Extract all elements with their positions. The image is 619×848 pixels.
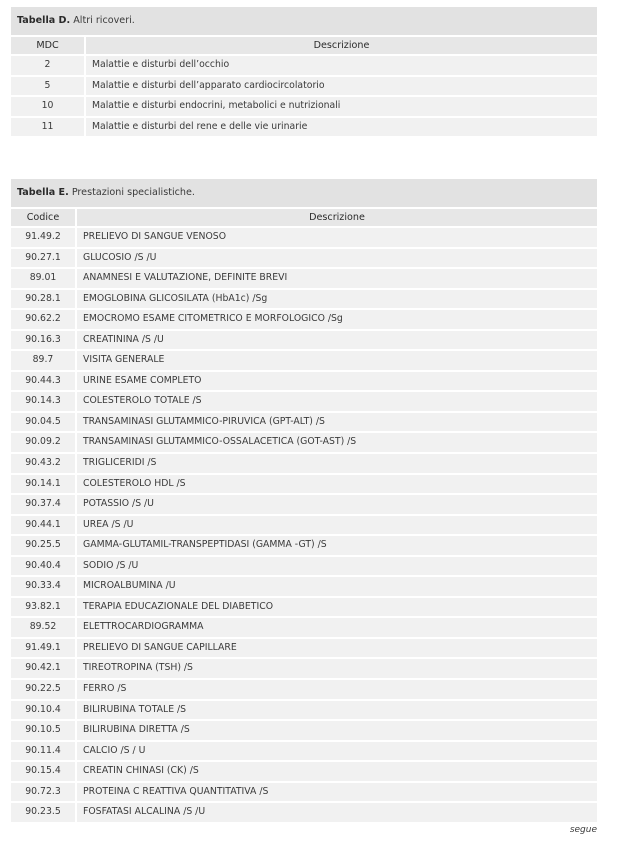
table-e-description-cell: PRELIEVO DI SANGUE VENOSO: [75, 228, 597, 247]
table-e-code-cell: 90.22.5: [25, 683, 61, 695]
table-d-code-cell: 5: [44, 79, 51, 91]
table-e-description-cell: TRANSAMINASI GLUTAMMICO-OSSALACETICA (GOT-AST) /S: [75, 433, 597, 452]
table-e-description-cell: CREATIN CHINASI (CK) /S: [75, 762, 597, 781]
table-d-row: [11, 116, 597, 137]
table-e-row: [11, 760, 597, 781]
table-e-row: [11, 349, 597, 370]
table-e-row: [11, 514, 597, 535]
table-e-row: [11, 247, 597, 268]
table-e-title: Prestazioni specialistiche.: [71, 187, 195, 198]
table-e-row: [11, 267, 597, 288]
table-e-code-cell: 90.62.2: [25, 313, 61, 325]
table-e-row: [11, 575, 597, 596]
table-e-description-cell: GLUCOSIO /S /U: [75, 249, 597, 268]
table-e-row: [11, 390, 597, 411]
table-e-row: [11, 226, 597, 247]
table-e-code-cell: 90.40.4: [25, 559, 61, 571]
table-e-code-cell: 90.28.1: [25, 292, 61, 304]
table-e-row: [11, 329, 597, 350]
table-e-description-cell: GAMMA-GLUTAMIL-TRANSPEPTIDASI (GAMMA -GT) /S: [75, 536, 597, 555]
table-d-row: [11, 54, 597, 75]
table-e-row: [11, 781, 597, 802]
table-e-code-cell: 90.14.1: [25, 477, 61, 489]
table-e-col-codice-header: Codice: [26, 212, 60, 223]
table-e-description-cell: MICROALBUMINA /U: [75, 577, 597, 596]
table-e-caption: [11, 179, 597, 207]
table-e-row: [11, 719, 597, 740]
table-e-description-cell: EMOGLOBINA GLICOSILATA (HbA1c) /Sg: [75, 290, 597, 309]
table-e-row: [11, 493, 597, 514]
table-e-row: [11, 534, 597, 555]
table-e-description-cell: CALCIO /S / U: [75, 742, 597, 761]
table-e-code-cell: 89.7: [32, 354, 54, 366]
table-e-code-cell: 89.52: [29, 621, 57, 633]
table-d-row: [11, 75, 597, 96]
table-e-col-descrizione-header: Descrizione: [75, 209, 597, 226]
table-e-description-cell: BILIRUBINA TOTALE /S: [75, 701, 597, 720]
table-e-row: [11, 657, 597, 678]
table-e-body: [11, 226, 597, 822]
table-d-header-row: [11, 35, 597, 54]
table-d-code-cell: 11: [41, 120, 54, 132]
table-e-description-cell: COLESTEROLO TOTALE /S: [75, 392, 597, 411]
table-d-code-cell: 2: [44, 59, 51, 70]
table-d-row: [11, 95, 597, 116]
table-d-description-cell: Malattie e disturbi dell’occhio: [84, 56, 597, 75]
table-e-row: [11, 616, 597, 637]
table-e-description-cell: TRANSAMINASI GLUTAMMICO-PIRUVICA (GPT-ALT) /S: [75, 413, 597, 432]
table-e-description-cell: VISITA GENERALE: [75, 351, 597, 370]
table-d-caption: [11, 7, 597, 35]
table-e-code-cell: 90.27.1: [25, 251, 61, 263]
table-d: [11, 7, 597, 136]
table-d-description-cell: Malattie e disturbi dell’apparato cardiocircolatorio: [84, 77, 597, 96]
table-e-description-cell: PROTEINA C REATTIVA QUANTITATIVA /S: [75, 783, 597, 802]
table-d-body: [11, 54, 597, 136]
table-e-code-cell: 89.01: [29, 272, 57, 284]
table-e-row: [11, 431, 597, 452]
table-e-header-row: [11, 207, 597, 226]
table-e-description-cell: COLESTEROLO HDL /S: [75, 475, 597, 494]
table-e-description-cell: SODIO /S /U: [75, 557, 597, 576]
table-e-code-cell: 91.49.1: [25, 641, 61, 653]
table-e-row: [11, 637, 597, 658]
table-d-description-cell: Malattie e disturbi del rene e delle vie urinarie: [84, 118, 597, 137]
table-d-label: Tabella D.: [17, 15, 71, 26]
table-e-label: Tabella E.: [17, 187, 69, 198]
continuation-note: segue: [569, 825, 597, 835]
table-e-row: [11, 370, 597, 391]
table-e-row: [11, 678, 597, 699]
table-e-code-cell: 90.43.2: [25, 457, 61, 469]
table-e-description-cell: FERRO /S: [75, 680, 597, 699]
table-d-col-mdc-header: MDC: [36, 40, 59, 51]
table-e-row: [11, 411, 597, 432]
table-e-code-cell: 90.09.2: [25, 436, 61, 448]
table-e-code-cell: 90.11.4: [25, 744, 61, 756]
table-e-description-cell: TERAPIA EDUCAZIONALE DEL DIABETICO: [75, 598, 597, 617]
table-d-description-cell: Malattie e disturbi endocrini, metabolici e nutrizionali: [84, 97, 597, 116]
table-e-row: [11, 473, 597, 494]
table-e-description-cell: ELETTROCARDIOGRAMMA: [75, 618, 597, 637]
table-e-row: [11, 740, 597, 761]
table-e-description-cell: FOSFATASI ALCALINA /S /U: [75, 803, 597, 822]
table-e-code-cell: 90.04.5: [25, 415, 61, 427]
table-e-row: [11, 308, 597, 329]
table-e-code-cell: 90.72.3: [25, 785, 61, 797]
table-e-code-cell: 90.25.5: [25, 539, 61, 551]
table-e: [11, 179, 597, 822]
table-e-description-cell: TIREOTROPINA (TSH) /S: [75, 659, 597, 678]
table-e-description-cell: UREA /S /U: [75, 516, 597, 535]
table-e-row: [11, 801, 597, 822]
table-e-description-cell: PRELIEVO DI SANGUE CAPILLARE: [75, 639, 597, 658]
table-e-code-cell: 93.82.1: [25, 600, 61, 612]
table-e-description-cell: URINE ESAME COMPLETO: [75, 372, 597, 391]
table-e-code-cell: 90.10.4: [25, 703, 61, 715]
table-e-code-cell: 90.16.3: [25, 333, 61, 345]
table-e-code-cell: 90.44.1: [25, 518, 61, 530]
table-e-code-cell: 90.42.1: [25, 662, 61, 674]
table-e-code-cell: 90.23.5: [25, 806, 61, 818]
table-e-row: [11, 555, 597, 576]
table-e-description-cell: POTASSIO /S /U: [75, 495, 597, 514]
table-e-code-cell: 90.14.3: [25, 395, 61, 407]
table-e-code-cell: 90.37.4: [25, 498, 61, 510]
table-d-title: Altri ricoveri.: [73, 15, 135, 26]
table-d-code-cell: 10: [41, 100, 54, 111]
table-d-col-descrizione-header: Descrizione: [84, 37, 597, 54]
table-e-code-cell: 90.15.4: [25, 765, 61, 777]
table-e-description-cell: ANAMNESI E VALUTAZIONE, DEFINITE BREVI: [75, 269, 597, 288]
table-e-code-cell: 90.10.5: [25, 724, 61, 736]
table-e-code-cell: 91.49.2: [25, 231, 61, 242]
table-e-description-cell: BILIRUBINA DIRETTA /S: [75, 721, 597, 740]
table-e-row: [11, 596, 597, 617]
table-e-description-cell: TRIGLICERIDI /S: [75, 454, 597, 473]
table-e-row: [11, 699, 597, 720]
table-e-code-cell: 90.44.3: [25, 374, 61, 386]
table-e-description-cell: CREATININA /S /U: [75, 331, 597, 350]
table-e-description-cell: EMOCROMO ESAME CITOMETRICO E MORFOLOGICO /Sg: [75, 310, 597, 329]
table-e-row: [11, 288, 597, 309]
table-e-code-cell: 90.33.4: [25, 580, 61, 592]
table-e-row: [11, 452, 597, 473]
